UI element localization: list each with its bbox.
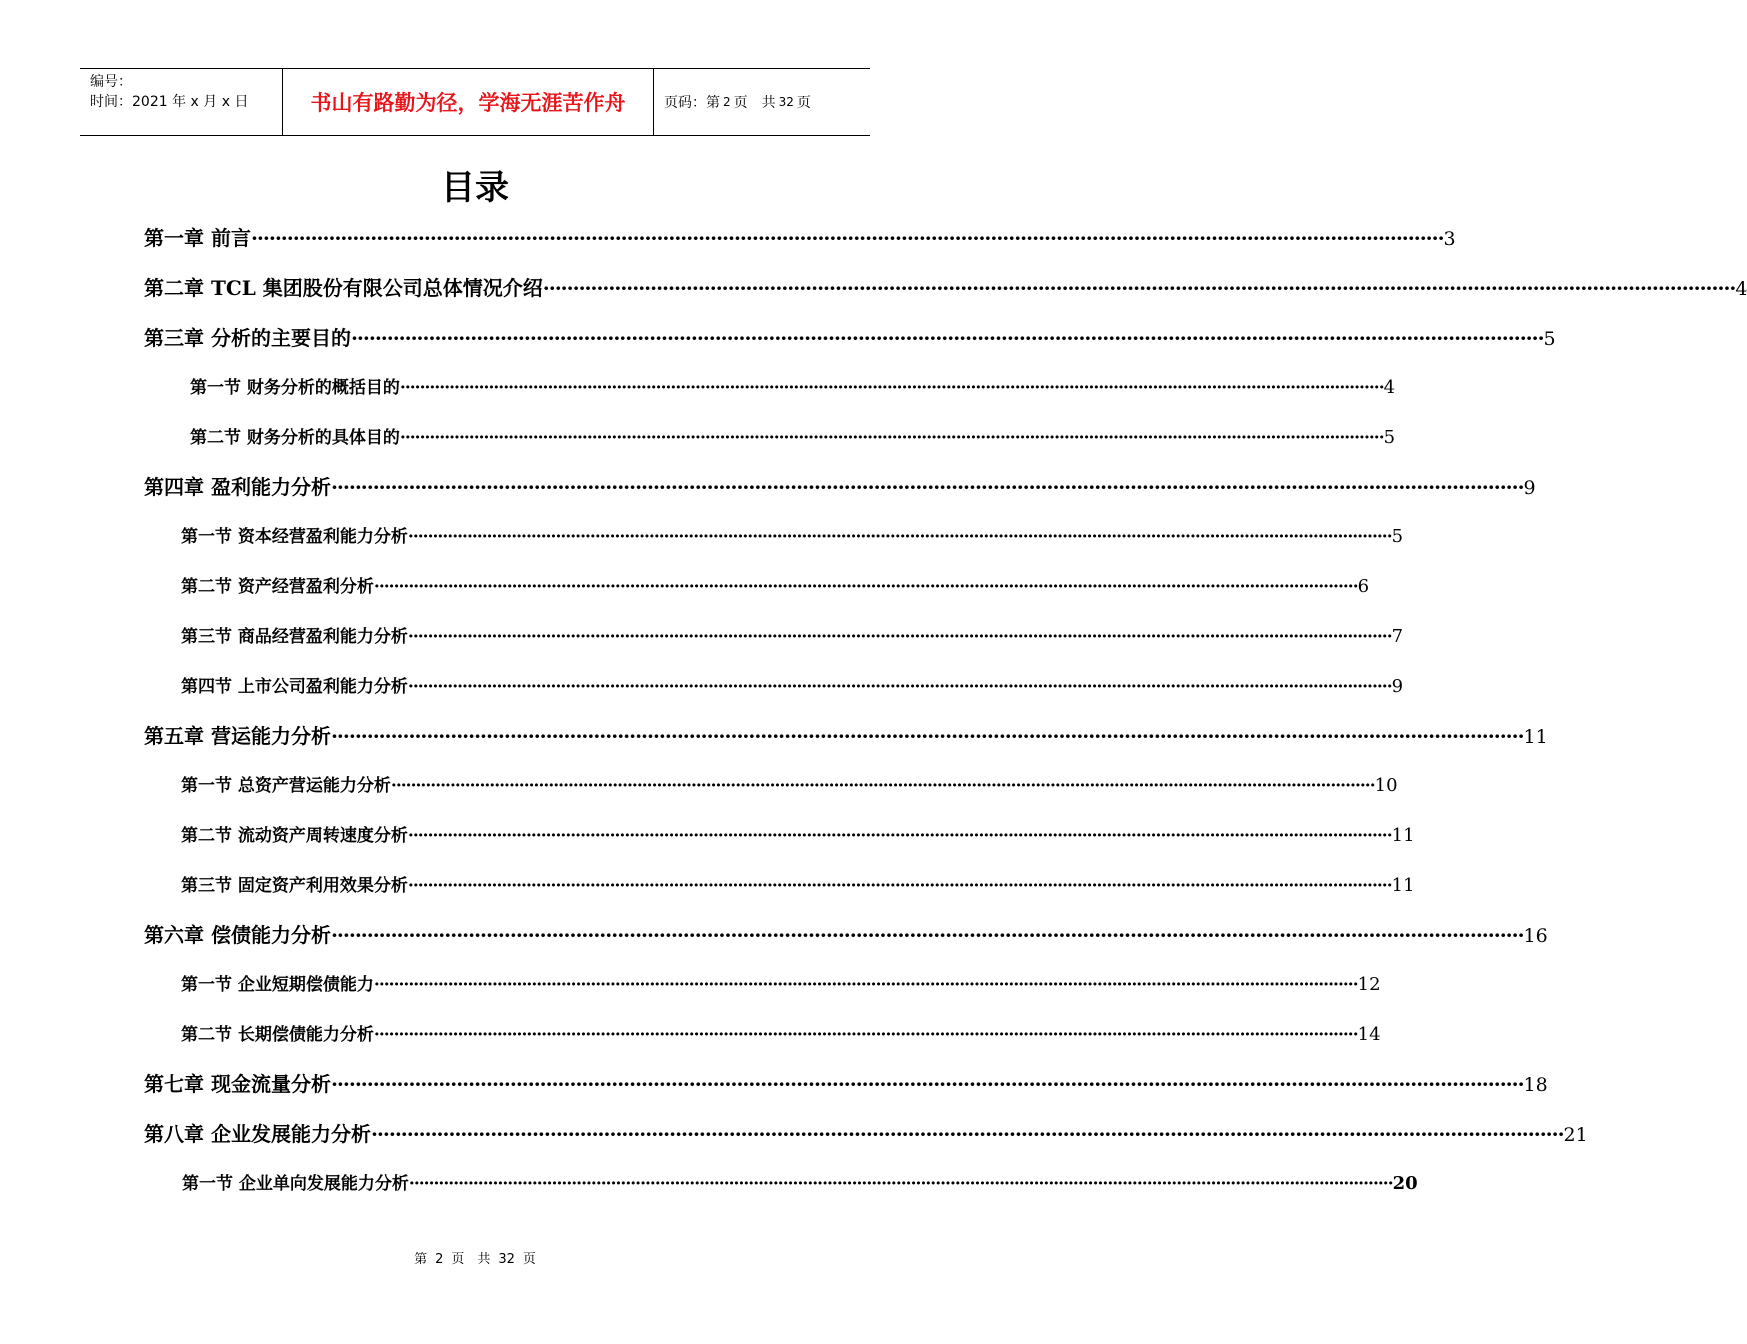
toc-leader-dots: ········································································································································································································ bbox=[399, 378, 1384, 398]
toc-entry[interactable] bbox=[190, 423, 1396, 448]
toc-leader-dots: ········································································································································································································ bbox=[407, 826, 1392, 846]
header-page-end: 页 bbox=[796, 95, 811, 111]
toc-entry-label: 第二节 财务分析的具体目的 bbox=[190, 428, 400, 448]
toc-entry-page: 4 bbox=[1735, 278, 1747, 300]
toc-entry-page: 11 bbox=[1391, 825, 1415, 846]
toc-entry-page: 7 bbox=[1391, 626, 1404, 647]
toc-entry-page: 6 bbox=[1357, 576, 1370, 597]
toc-entry-page: 3 bbox=[1443, 228, 1456, 250]
footer-prefix: 第 bbox=[414, 1252, 428, 1267]
header-page-number bbox=[654, 69, 870, 135]
toc-leader-dots: ········································································································································································································ bbox=[370, 1122, 1564, 1146]
toc-entry[interactable] bbox=[181, 821, 1415, 846]
toc-entry-label: 第三节 固定资产利用效果分析 bbox=[181, 876, 408, 896]
toc-leader-dots: ········································································································································································································ bbox=[408, 1174, 1393, 1194]
toc-leader-dots: ········································································································································································································ bbox=[250, 226, 1444, 250]
page-header bbox=[80, 68, 870, 136]
toc-entry-page: 5 bbox=[1391, 526, 1404, 547]
toc-entry-label: 第六章 偿债能力分析 bbox=[144, 923, 331, 947]
document-date-value: 2021 年 x 月 x 日 bbox=[132, 94, 249, 110]
toc-leader-dots: ········································································································································································································ bbox=[407, 677, 1392, 697]
toc-entry[interactable] bbox=[181, 771, 1398, 796]
footer-suffix: 页 bbox=[522, 1252, 536, 1267]
toc-leader-dots: ········································································································································································································ bbox=[399, 428, 1384, 448]
document-date bbox=[90, 92, 282, 112]
header-meta bbox=[80, 69, 282, 135]
toc-leader-dots: ········································································································································································································ bbox=[407, 627, 1392, 647]
footer-mid: 页 共 bbox=[451, 1252, 491, 1267]
toc-entry-page: 9 bbox=[1523, 477, 1536, 499]
toc-leader-dots: ········································································································································································································ bbox=[542, 276, 1736, 300]
toc-entry-label: 第一节 资本经营盈利能力分析 bbox=[181, 527, 408, 547]
toc-entry[interactable] bbox=[144, 471, 1536, 500]
toc-entry[interactable] bbox=[182, 1169, 1418, 1194]
toc-leader-dots: ········································································································································································································ bbox=[373, 577, 1358, 597]
toc-entry[interactable] bbox=[144, 720, 1548, 749]
toc-leader-dots: ········································································································································································································ bbox=[390, 776, 1375, 796]
toc-entry-label: 第四章 盈利能力分析 bbox=[144, 475, 331, 499]
toc-entry-page: 5 bbox=[1383, 427, 1396, 448]
document-number-label: 编号： bbox=[90, 74, 132, 90]
toc-entry-page: 12 bbox=[1357, 974, 1381, 995]
toc-entry-label: 第一节 总资产营运能力分析 bbox=[181, 776, 391, 796]
footer-current-page: 2 bbox=[435, 1252, 444, 1267]
page-title: 目录 bbox=[441, 168, 509, 208]
toc-entry-page: 11 bbox=[1523, 726, 1548, 748]
toc-leader-dots: ········································································································································································································ bbox=[373, 1025, 1358, 1045]
toc-entry-label: 第五章 营运能力分析 bbox=[144, 724, 331, 748]
toc-leader-dots: ········································································································································································································ bbox=[330, 475, 1524, 499]
toc-entry-page: 9 bbox=[1391, 676, 1404, 697]
toc-entry-page: 14 bbox=[1357, 1024, 1381, 1045]
document-date-label: 时间： bbox=[90, 94, 132, 110]
toc-leader-dots: ········································································································································································································ bbox=[330, 923, 1524, 947]
toc-entry-label: 第一节 企业短期偿债能力 bbox=[181, 975, 374, 995]
header-page-current: 2 bbox=[723, 95, 731, 109]
toc-entry-page: 21 bbox=[1563, 1124, 1588, 1146]
toc-entry-label: 第七章 现金流量分析 bbox=[144, 1072, 331, 1096]
header-motto: 书山有路勤为径，学海无涯苦作舟 bbox=[282, 69, 654, 135]
toc-leader-dots: ········································································································································································································ bbox=[407, 876, 1392, 896]
toc-entry-label: 第八章 企业发展能力分析 bbox=[144, 1122, 371, 1146]
toc-entry-label: 第三节 商品经营盈利能力分析 bbox=[181, 627, 408, 647]
toc-entry-page: 20 bbox=[1392, 1173, 1418, 1194]
toc-entry[interactable] bbox=[144, 919, 1548, 948]
footer-total-pages: 32 bbox=[498, 1252, 515, 1267]
toc-entry[interactable] bbox=[190, 373, 1396, 398]
toc-entry[interactable] bbox=[181, 871, 1415, 896]
toc-entry-page: 10 bbox=[1374, 775, 1398, 796]
page-footer bbox=[0, 1248, 950, 1267]
header-page-label: 页码：第 bbox=[664, 95, 720, 111]
toc-leader-dots: ········································································································································································································ bbox=[373, 975, 1358, 995]
toc-entry-label: 第三章 分析的主要目的 bbox=[144, 326, 351, 350]
toc-entry[interactable] bbox=[144, 272, 1747, 301]
toc-entry[interactable] bbox=[181, 970, 1381, 995]
toc-leader-dots: ········································································································································································································ bbox=[350, 326, 1544, 350]
toc-entry-label: 第二节 流动资产周转速度分析 bbox=[181, 826, 408, 846]
toc-entry-label: 第二节 资产经营盈利分析 bbox=[181, 577, 374, 597]
header-page-mid: 页 共 bbox=[733, 95, 776, 111]
toc-entry-page: 11 bbox=[1391, 875, 1415, 896]
toc-entry-label: 第一节 财务分析的概括目的 bbox=[190, 378, 400, 398]
toc-entry-label: 第四节 上市公司盈利能力分析 bbox=[181, 677, 408, 697]
toc-entry[interactable] bbox=[144, 1068, 1548, 1097]
toc-leader-dots: ········································································································································································································ bbox=[407, 527, 1392, 547]
toc-entry[interactable] bbox=[144, 1118, 1588, 1147]
toc-entry-page: 5 bbox=[1543, 328, 1556, 350]
toc-entry[interactable] bbox=[181, 522, 1404, 547]
toc-leader-dots: ········································································································································································································ bbox=[330, 724, 1524, 748]
toc-entry[interactable] bbox=[181, 1020, 1381, 1045]
toc-entry[interactable] bbox=[144, 222, 1456, 251]
toc-entry-page: 16 bbox=[1523, 925, 1548, 947]
toc-entry-label: 第一章 前言 bbox=[144, 226, 251, 250]
toc-entry[interactable] bbox=[181, 672, 1404, 697]
header-page-total: 32 bbox=[778, 95, 794, 109]
toc-entry-page: 18 bbox=[1523, 1074, 1548, 1096]
toc-leader-dots: ········································································································································································································ bbox=[330, 1072, 1524, 1096]
toc-entry[interactable] bbox=[144, 322, 1556, 351]
toc-entry-label: 第一节 企业单向发展能力分析 bbox=[182, 1174, 409, 1194]
toc-entry-page: 4 bbox=[1383, 377, 1396, 398]
toc-entry[interactable] bbox=[181, 572, 1370, 597]
toc-entry-label: 第二节 长期偿债能力分析 bbox=[181, 1025, 374, 1045]
toc-entry[interactable] bbox=[181, 622, 1404, 647]
toc-entry-label: 第二章 TCL 集团股份有限公司总体情况介绍 bbox=[144, 276, 543, 300]
